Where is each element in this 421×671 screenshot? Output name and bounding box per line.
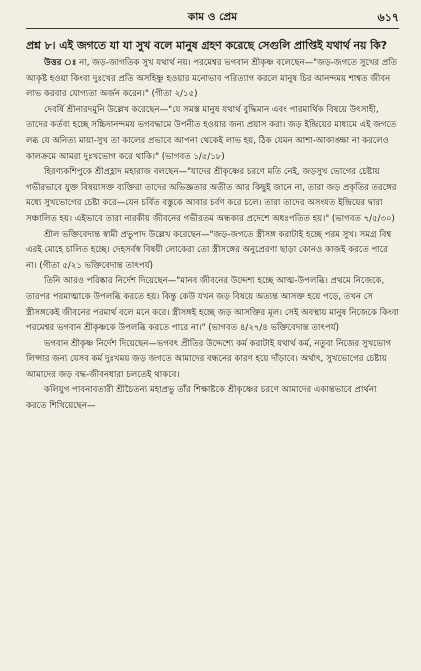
paragraph: তিনি আরও পরিষ্কার নির্দেশ দিয়েছেন—"মানব জীবনের উদ্দেশ্য হচ্ছে আত্ম-উপলব্ধি। প্রথমে নিজেকে, তারপর পরমাত্মাকে উপলব্ধি করতে হয়। কিন্তু কেউ যখন জড় বিষয়ে অত্যন্ত আসক্ত হয়ে পড়ে, তখন সে স্ত্রীসঙ্গকেই জীবনের পরমার্থ বলে মনে করে। স্ত্রীসঙ্গই হচ্ছে জড় আসক্তির মূল। সেই অবস্থায় মানুষ নিজেকে কিংবা পরমেশ্বর ভগবান শ্রীকৃষ্ণকে উপলব্ধি করতে পারে না।" (ভাগবত ৪/২৭/৪ ভক্তিবেদান্ত তাৎপর্য) [26, 276, 400, 334]
answer-label: উত্তর ঃ [44, 58, 77, 68]
page-header [26, 6, 399, 29]
page-number: ৬১৭ [377, 11, 399, 24]
running-title: কাম ও প্রেম [187, 11, 238, 23]
paragraph: শ্রীল ভক্তিবেদান্ত স্বামী প্রভুপাদ উল্লেখ করেছেন—"জড়-জগতে স্ত্রীসঙ্গ করাটাই হচ্ছে পরম সুখ। সমগ্র বিশ্ব এরই মোহে চালিত হচ্ছে। দেহসর্বস্ব বিষয়ী লোকেরা তো স্ত্রীসঙ্গের অনুপ্রেরণা ছাড়া কোনও কাজই করতে পারে না। (গীতা ৫/২১ ভক্তিবেদান্ত তাৎপর্য) [26, 229, 392, 271]
question-heading: প্রশ্ন ৮। এই জগতে যা যা সুখ বলে মানুষ গ্রহণ করেছে সেগুলি প্রাপ্তিই যথার্থ নয় কি? [26, 39, 387, 52]
answer-paragraph [26, 56, 399, 103]
paragraph-text: না, জড়-জাগতিক সুখ যথার্থ নয়। পরমেশ্বর ভগবান শ্রীকৃষ্ণ বলেছেন—"জড়-জগতে সুখের প্রতি আকৃষ্ট হওয়া কিংবা দুঃখের প্রতি অসহিষ্ণু হওয়ার মনোভাব পরিত্যাগ করলে মানুষ চির আনন্দময় শাশ্বত জীবন লাভ করবার যোগ্যতা অর্জন করেন।" (গীতা ২/১৫) [26, 58, 398, 100]
paragraph: দেবর্ষি শ্রীনারদমুনি উল্লেখ করেছেন—"যে সমস্ত মানুষ যথার্থ বুদ্ধিমান এবং পারমার্থিক বিষয়ে উৎসাহী, তাদের কর্তব্য হচ্ছে সচ্চিদানন্দময় ভগবদ্ধামে উপনীত হওয়ার জন্য প্রয়াস করা। জড় ইন্দ্রিয়ের মাধ্যমে এই জগতে লব্ধ যে অনিত্য মায়া-সুখ তা কালের প্রভাবে আপনা থেকেই লাভ হয়, ঠিক যেমন আশা-আকাঙ্ক্ষা না করলেও কালক্রমে আমরা দুঃখভোগ করে থাকি।" (ভাগবত ১/৫/১৮) [26, 104, 397, 162]
paragraph: হিরণ্যকশিপুকে শ্রীপ্রহ্লাদ মহারাজ বলছেন—"যাদের শ্রীকৃষ্ণের চরণে মতি নেই, জড়সুখ ভোগের চেষ্টায় গভীরভাবে যুক্ত বিষয়াসক্ত ব্যক্তিরা তাদের অভিজ্ঞতার অতীত আর কিছুই জানে না, তারা জড় প্রকৃতির তরঙ্গের মধ্যে সুখভোগের চেষ্টা করে—যেন চর্বিত বস্তুকে আবার চর্বণ করে চলে। তারা তাদের অসংযত ইন্দ্রিয়ের দ্বারা সঞ্চালিত হয়। এইভাবে তারা নারকীয় জীবনের গভীরতম অন্ধকার প্রদেশে অধঃপতিত হয়।" (ভাগবত ৭/৫/৩০) [26, 167, 397, 224]
paragraph: ভগবান শ্রীকৃষ্ণ নির্দেশ দিয়েছেন—ভগবৎ প্রীতির উদ্দেশ্যে কর্ম করাটাই যথার্থ কর্ম, নতুবা নিজের সুখভোগ লিপ্সার জন্য যেসব কর্ম দুঃখময় জড় জগতে আমাদের বন্ধনের কারণ হয়ে দাঁড়াবে। অর্থাৎ, সুখভোগের চেষ্টায় আমাদের জড় বদ্ধ-জীবনধারা চলতেই থাকবে। [26, 338, 392, 380]
paragraph: কলিযুগ পাবনাবতারী শ্রীচৈতন্য মহাপ্রভু তাঁর শিক্ষাষ্টকে শ্রীকৃষ্ণের চরণে আমাদের একান্তভাবে প্রার্থনা করতে শিখিয়েছেন— [26, 385, 377, 412]
